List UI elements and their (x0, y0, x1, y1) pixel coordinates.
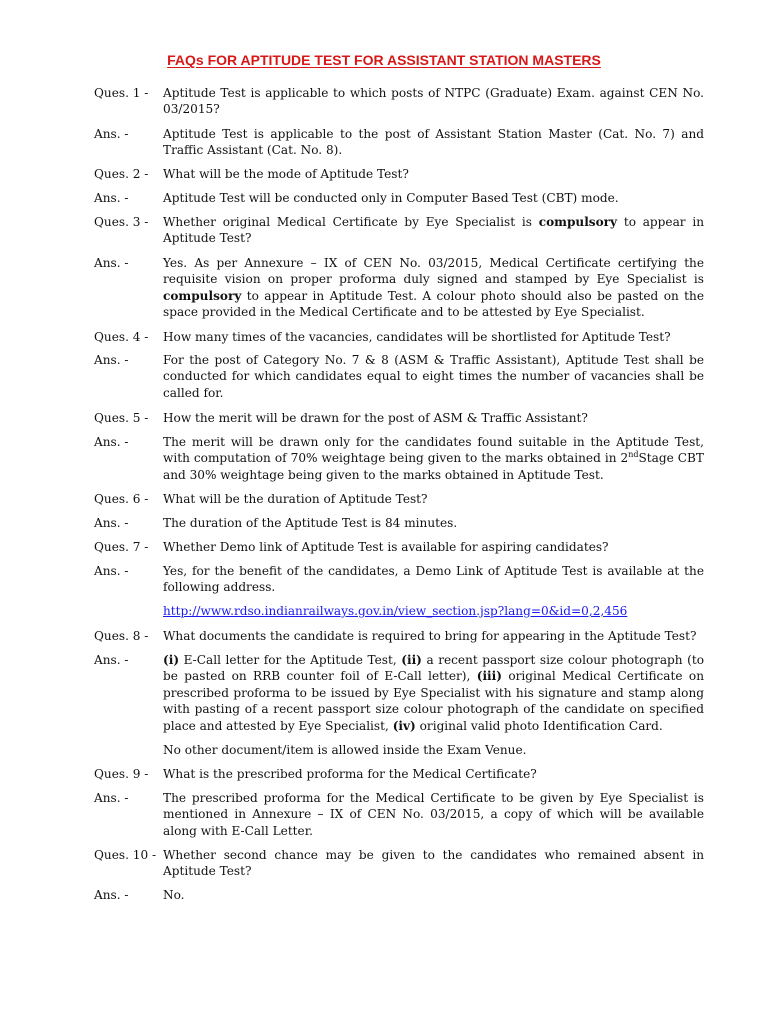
answer-text: Yes, for the benefit of the candidates, a Demo Link of Aptitude Test is available at the following address. (163, 564, 704, 595)
answer-label: Ans. - (94, 516, 129, 530)
question-label: Ques. 1 - (94, 86, 149, 100)
answer-text: For the post of Category No. 7 & 8 (ASM & Traffic Assistant), Aptitude Test shall be conducted for which candidates equal to eight times the number of vacancies shall be called for. (163, 353, 704, 400)
question-text: Whether Demo link of Aptitude Test is available for aspiring candidates? (163, 540, 609, 554)
answer-text: Aptitude Test will be conducted only in Computer Based Test (CBT) mode. (163, 191, 619, 205)
question-text (163, 214, 704, 247)
answer-label: Ans. - (94, 564, 129, 578)
answer-label: Ans. - (94, 191, 129, 205)
question-text: How the merit will be drawn for the post of ASM & Traffic Assistant? (163, 411, 588, 425)
question-text: What will be the duration of Aptitude Test? (163, 492, 428, 506)
document-item: original Medical Certificate on prescribed proforma to be issued by Eye Specialist with his signature and stamp along with pasting of a recent passport size colour photograph of the candidate on specified place and attested by Eye Specialist, (163, 669, 704, 733)
document-item: original valid photo Identification Card. (419, 718, 663, 733)
question-4 (94, 329, 704, 345)
list-marker: (iv) (392, 718, 416, 733)
question-text: Whether second chance may be given to the candidates who remained absent in Aptitude Test? (163, 848, 704, 879)
document-item: E-Call letter for the Aptitude Test, (183, 653, 397, 667)
question-7 (94, 539, 704, 555)
answer-label: Ans. - (94, 435, 129, 449)
question-3 (94, 214, 704, 247)
note-text: No other document/item is allowed inside the Exam Venue. (163, 743, 527, 757)
page-title: FAQs FOR APTITUDE TEST FOR ASSISTANT STATION MASTERS (167, 52, 601, 68)
answer-8-note (94, 742, 704, 758)
answer-label: Ans. - (94, 653, 129, 667)
question-label: Ques. 2 - (94, 167, 149, 181)
question-label: Ques. 4 - (94, 330, 149, 344)
answer-text (163, 255, 704, 321)
question-text-part: to appear in Aptitude Test? (163, 215, 704, 246)
question-8 (94, 628, 704, 644)
answer-10 (94, 887, 704, 903)
question-label: Ques. 9 - (94, 767, 149, 781)
answer-1 (94, 126, 704, 159)
question-label: Ques. 3 - (94, 215, 149, 229)
answer-text: The prescribed proforma for the Medical Certificate to be given by Eye Specialist is mentioned in Annexure – IX of CEN No. 03/2015, a copy of which will be available along with E-Call Letter. (163, 791, 704, 838)
question-text: What is the prescribed proforma for the Medical Certificate? (163, 767, 537, 781)
answer-5 (94, 434, 704, 483)
question-9 (94, 766, 704, 782)
answer-text-part: Stage CBT and 30% weightage being given to the marks obtained in Aptitude Test. (163, 451, 705, 482)
answer-label: Ans. - (94, 127, 129, 141)
answer-label: Ans. - (94, 791, 129, 805)
document-item: a recent passport size colour photograph (to be pasted on RRB counter foil of E-Call letter), (163, 653, 704, 684)
answer-label: Ans. - (94, 353, 129, 367)
answer-label: Ans. - (94, 256, 129, 270)
question-label: Ques. 10 - (94, 848, 157, 862)
question-6 (94, 491, 704, 507)
question-label: Ques. 8 - (94, 629, 149, 643)
answer-8 (94, 652, 704, 734)
answer-text-part: The merit will be drawn only for the candidates found suitable in the Aptitude Test, with computation of 70% weightage being given to the marks obtained in 2 (163, 435, 704, 466)
question-text: How many times of the vacancies, candidates will be shortlisted for Aptitude Test? (163, 330, 671, 344)
question-text: What documents the candidate is required to bring for appearing in the Aptitude Test? (163, 629, 697, 643)
question-label: Ques. 5 - (94, 411, 149, 425)
demo-link[interactable]: http://www.rdso.indianrailways.gov.in/view_section.jsp?lang=0&id=0,2,456 (163, 604, 628, 618)
list-marker: (ii) (401, 653, 422, 667)
answer-3 (94, 255, 704, 321)
demo-link-row (94, 603, 704, 619)
emphasis-text: compulsory (538, 215, 618, 229)
answer-label: Ans. - (94, 888, 129, 902)
answer-text-part: Yes. As per Annexure – IX of CEN No. 03/2015, Medical Certificate certifying the requisite vision on proper proforma duly signed and stamped by Eye Specialist is (163, 256, 704, 287)
question-text: Aptitude Test is applicable to which posts of NTPC (Graduate) Exam. against CEN No. 03/2015? (163, 86, 704, 117)
answer-6 (94, 515, 704, 531)
answer-text: The duration of the Aptitude Test is 84 minutes. (163, 516, 458, 530)
answer-7 (94, 563, 704, 596)
answer-text (163, 652, 704, 734)
list-marker: (iii) (476, 669, 502, 684)
question-label: Ques. 7 - (94, 540, 149, 554)
question-1 (94, 85, 704, 118)
question-2 (94, 166, 704, 182)
answer-9 (94, 790, 704, 839)
question-text: What will be the mode of Aptitude Test? (163, 167, 409, 181)
answer-text-part: to appear in Aptitude Test. A colour photo should also be pasted on the space provided in the Medical Certificate and to be attested by Eye Specialist. (163, 288, 704, 320)
answer-4 (94, 352, 704, 401)
answer-text (163, 434, 704, 483)
answer-text: No. (163, 888, 185, 902)
ordinal-superscript: nd (628, 450, 639, 460)
question-text-part: Whether original Medical Certificate by Eye Specialist is (163, 215, 532, 229)
answer-2 (94, 190, 704, 206)
question-10 (94, 847, 704, 880)
question-5 (94, 410, 704, 426)
answer-text: Aptitude Test is applicable to the post of Assistant Station Master (Cat. No. 7) and Traffic Assistant (Cat. No. 8). (163, 127, 704, 158)
emphasis-text: compulsory (163, 288, 242, 303)
question-label: Ques. 6 - (94, 492, 149, 506)
list-marker: (i) (163, 653, 180, 667)
